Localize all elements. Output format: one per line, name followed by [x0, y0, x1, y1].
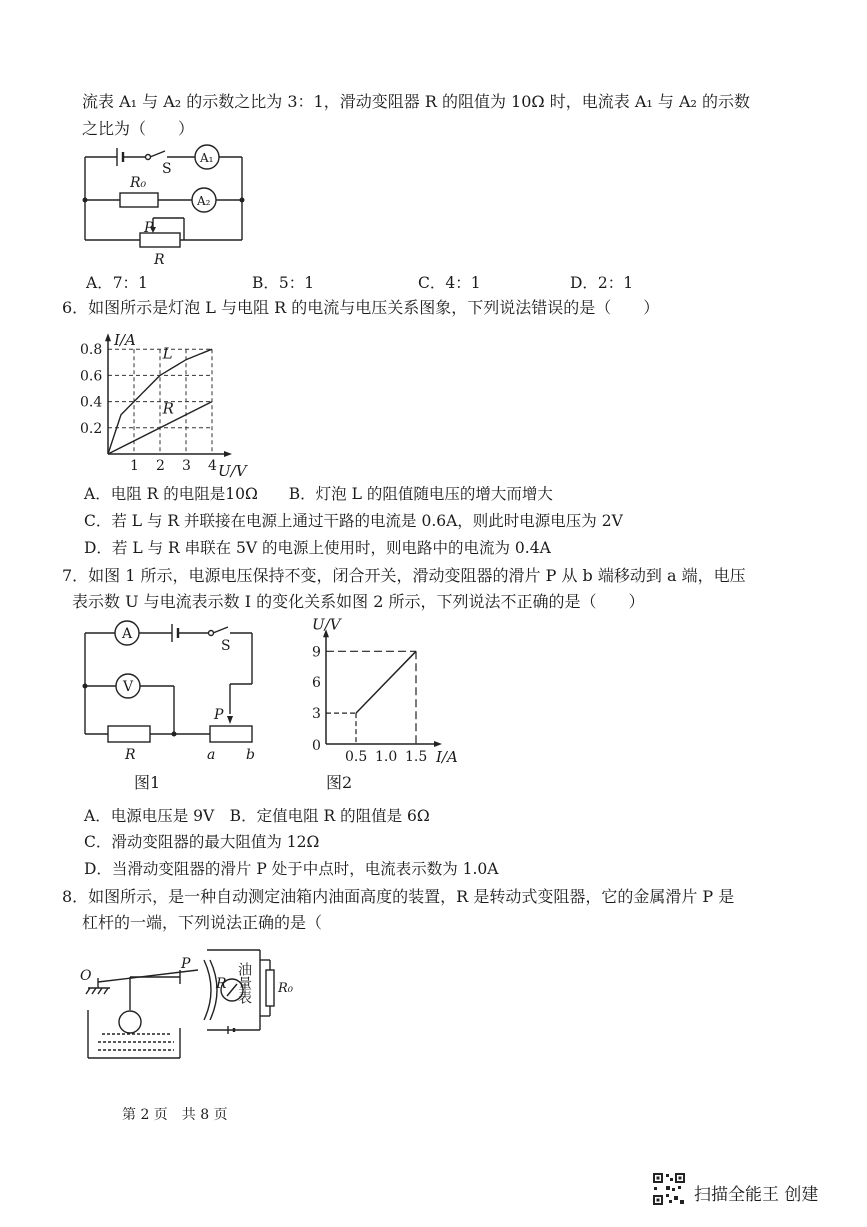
q7-option-c: C．滑动变阻器的最大阻值为 12Ω — [84, 833, 320, 851]
scanner-watermark: 扫描全能王 创建 — [694, 1185, 819, 1205]
q6-chart-y-tick-3: 0.8 — [80, 342, 103, 359]
q7-chart-origin-label: 0 — [312, 738, 321, 754]
q8-pivot-o-label: O — [80, 968, 92, 984]
q7-ammeter-label: A — [122, 626, 133, 642]
q7-chart-y-axis-label: U/V — [312, 615, 341, 634]
q6-option-ab: A．电阻 R 的电阻是10Ω B．灯泡 L 的阻值随电压的增大而增大 — [84, 485, 553, 503]
q5-switch-label: S — [162, 161, 172, 177]
q8-stem-line1: 8．如图所示，是一种自动测定油箱内油面高度的装置，R 是转动式变阻器，它的金属滑片 P 是 — [62, 887, 735, 906]
q5-stem-line2: 之比为（ ） — [82, 119, 195, 138]
q6-chart-x-tick-2: 3 — [182, 458, 191, 474]
q7-switch-label: S — [221, 638, 231, 654]
q6-chart-y-tick-1: 0.4 — [80, 394, 103, 411]
q7-end-b-label: b — [246, 747, 255, 763]
q8-stem-line2: 杠杆的一端，下列说法正确的是（ — [82, 913, 323, 932]
q6-chart-x-tick-1: 2 — [156, 458, 165, 474]
q7-chart-series-line — [356, 651, 416, 713]
q6-iu-chart — [76, 322, 256, 480]
q7-chart-x-tick-0: 0.5 — [345, 749, 368, 765]
q5-rheostat-r-label: R — [154, 252, 165, 268]
q8-r0-label: R₀ — [278, 981, 293, 996]
q7-stem-line1: 7．如图 1 所示，电源电压保持不变，闭合开关，滑动变阻器的滑片 P 从 b 端移动到 a 端，电压 — [62, 566, 746, 585]
q7-option-ab: A．电源电压是 9V B．定值电阻 R 的阻值是 6Ω — [84, 807, 430, 825]
q5-ammeter-a2-label: A₂ — [197, 194, 211, 208]
q6-chart-y-tick-0: 0.2 — [80, 420, 103, 437]
q6-chart-y-tick-2: 0.6 — [80, 368, 103, 385]
q7-voltmeter-label: V — [123, 679, 134, 695]
q7-stem-line2: 表示数 U 与电流表示数 I 的变化关系如图 2 所示，下列说法不正确的是（ ） — [72, 592, 645, 611]
q6-chart-x-axis-label: U/V — [218, 462, 247, 480]
q5-circuit-diagram — [80, 140, 280, 270]
q6-chart-series-l-label: L — [162, 344, 173, 363]
q6-chart-x-arrow — [224, 451, 232, 457]
q7-chart-x-tick-1: 1.0 — [375, 749, 398, 765]
q8-slider-p-label: P — [181, 956, 191, 972]
page-number: 第 2 页 共 8 页 — [122, 1107, 228, 1123]
q7-chart-y-tick-2: 9 — [312, 644, 321, 661]
q7-chart-x-axis-label: I/A — [436, 748, 458, 766]
q6-chart-y-arrow — [105, 333, 111, 341]
q6-chart-y-axis-label: I/A — [114, 331, 136, 350]
qr-code-icon — [652, 1172, 686, 1206]
q7-chart-y-tick-1: 6 — [312, 675, 321, 692]
q7-fig1-circuit — [80, 616, 280, 766]
q5-option-a: A．7：1 — [86, 274, 148, 292]
q5-stem-line1: 流表 A₁ 与 A₂ 的示数之比为 3：1，滑动变阻器 R 的阻值为 10Ω 时，电流表 A₁ 与 A₂ 的示数 — [82, 92, 751, 111]
q7-end-a-label: a — [207, 747, 216, 763]
q6-chart-series-r-label: R — [162, 399, 174, 418]
q7-option-d: D．当滑动变阻器的滑片 P 处于中点时，电流表示数为 1.0A — [84, 860, 499, 878]
q6-stem: 6．如图所示是灯泡 L 与电阻 R 的电流与电压关系图象，下列说法错误的是（ ） — [62, 298, 660, 317]
q7-fig1-caption: 图1 — [134, 773, 161, 792]
q5-option-d: D．2：1 — [570, 274, 634, 292]
q7-resistor-r-label: R — [125, 747, 136, 763]
q7-slider-p-label: P — [214, 707, 224, 723]
q8-oil-gauge-diagram — [80, 940, 310, 1070]
q5-r0-label: R₀ — [130, 175, 147, 191]
q5-option-b: B．5：1 — [252, 274, 315, 292]
q6-option-d: D．若 L 与 R 串联在 5V 的电源上使用时，则电路中的电流为 0.4A — [84, 539, 551, 557]
q6-option-c: C．若 L 与 R 并联接在电源上通过干路的电流是 0.6A，则此时电源电压为 2V — [84, 512, 623, 530]
q7-fig2-caption: 图2 — [326, 773, 353, 792]
q5-option-c: C．4：1 — [418, 274, 481, 292]
q7-ui-chart — [288, 615, 458, 766]
q5-slider-p-label: P — [144, 220, 154, 236]
q7-chart-y-tick-0: 3 — [312, 706, 321, 723]
q6-chart-x-tick-3: 4 — [208, 458, 217, 474]
q8-oil-meter-label: 油量表 — [236, 962, 252, 1004]
q8-resistor-r-label: R — [216, 976, 227, 992]
q7-chart-x-arrow — [434, 741, 442, 747]
q6-chart-x-tick-0: 1 — [130, 458, 139, 474]
q5-ammeter-a1-label: A₁ — [200, 151, 214, 165]
q7-chart-x-tick-2: 1.5 — [405, 749, 428, 765]
